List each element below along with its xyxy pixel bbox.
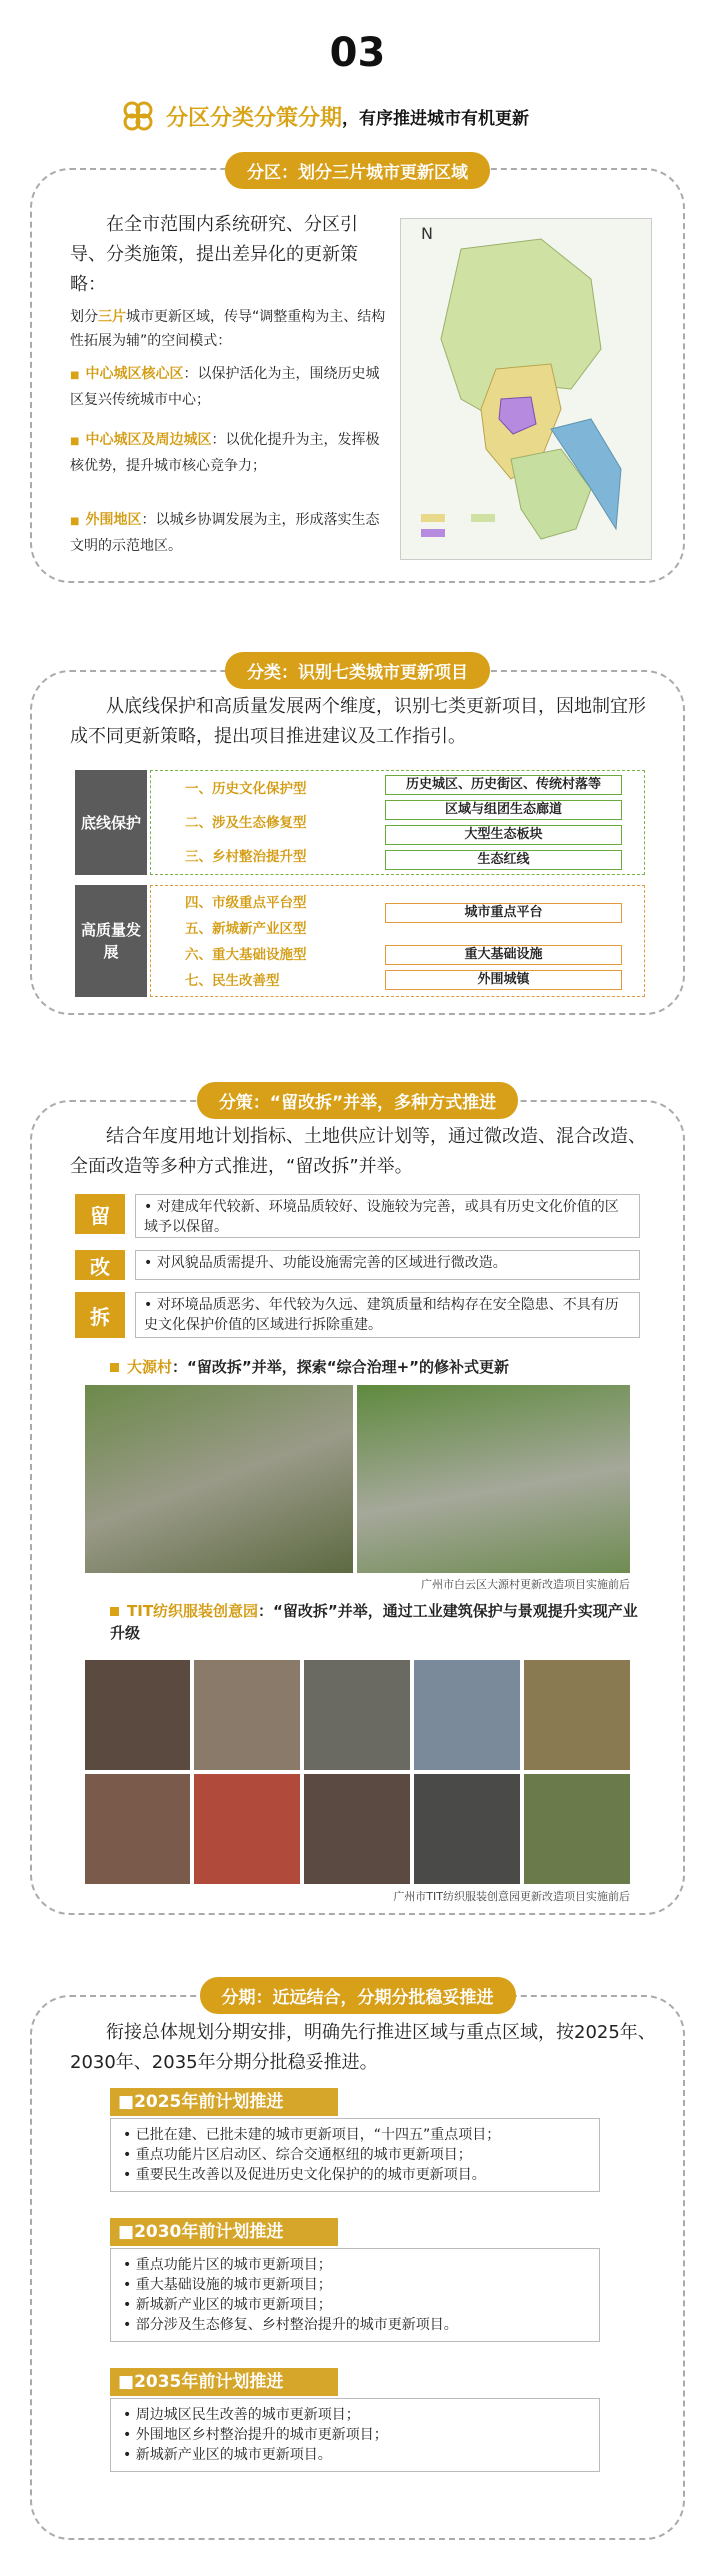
category-tag: 重大基础设施: [385, 945, 622, 965]
zoning-item: ■ 外围地区：以城乡协调发展为主，形成落实生态文明的示范地区。: [70, 512, 380, 554]
category-tag: 大型生态板块: [385, 825, 622, 845]
row-text-retain: • 对建成年代较新、环境品质较好、设施较为完善，或具有历史文化价值的区域予以保留。: [135, 1194, 640, 1238]
zoning-item: ■ 中心城区及周边城区：以优化提升为主，发挥极核优势，提升城市核心竞争力；: [70, 432, 380, 474]
case-tit-photo: [194, 1660, 300, 1770]
case-dayuan-photo-after: [357, 1385, 630, 1573]
phase-2025-list: • 已批在建、已批未建的城市更新项目，“十四五”重点项目； • 重点功能片区启动区、综合交通枢纽的城市更新项目； • 重要民生改善以及促进历史文化保护的的城市更新项目。: [110, 2118, 600, 2192]
bullet-icon: ■: [70, 436, 80, 447]
zoning-item: ■ 中心城区核心区：以保护活化为主，围绕历史城区复兴传统城市中心；: [70, 366, 380, 408]
case-tit-photo: [414, 1774, 520, 1884]
case-dayuan-photo-before: [85, 1385, 353, 1573]
category-item: 五、新城新产业区型: [185, 921, 307, 937]
category-tag: 区域与组团生态廊道: [385, 800, 622, 820]
square-bullet-icon: ■: [118, 2092, 135, 2112]
clover-icon: [120, 98, 156, 134]
case-tit-photo: [304, 1660, 410, 1770]
category-item: 七、民生改善型: [185, 973, 280, 989]
case-tit-heading: TIT纺织服装创意园：“留改拆”并举，通过工业建筑保护与景观提升实现产业升级: [110, 1602, 638, 1642]
category-tag: 城市重点平台: [385, 903, 622, 923]
category-item: 三、乡村整治提升型: [185, 849, 307, 865]
strategy-intro: 结合年度用地计划指标、土地供应计划等，通过微改造、混合改造、全面改造等多种方式推进，“留改拆”并举。: [70, 1126, 646, 1177]
square-bullet-icon: ■: [118, 2372, 135, 2392]
bullet-icon: ■: [70, 516, 80, 527]
case-tit-photo: [414, 1660, 520, 1770]
category-intro: 从底线保护和高质量发展两个维度，识别七类更新项目，因地制宜形成不同更新策略，提出项目推进建议及工作指引。: [70, 696, 646, 747]
case-tit-photo: [85, 1774, 190, 1884]
bullet-icon: ■: [70, 370, 80, 381]
row-label-renovate: 改: [75, 1250, 125, 1280]
row-text-demolish: • 对环境品质恶劣、年代较为久远、建筑质量和结构存在安全隐患、不具有历史文化保护价值的区域进行拆除重建。: [135, 1292, 640, 1338]
section-category-pill: 分类：识别七类城市更新项目: [0, 652, 715, 689]
category-item: 一、历史文化保护型: [185, 781, 307, 797]
section-zoning-pill: 分区：划分三片城市更新区域: [0, 152, 715, 189]
category-tag: 历史城区、历史街区、传统村落等: [385, 775, 622, 795]
phasing-intro: 衔接总体规划分期安排，明确先行推进区域与重点区域，按2025年、2030年、2035年分期分批稳妥推进。: [70, 2022, 656, 2073]
group-quality-label: 高质量发展: [75, 885, 147, 997]
case-tit-caption: 广州市TIT纺织服装创意园更新改造项目实施前后: [393, 1890, 630, 1903]
map-graphic: [401, 219, 651, 559]
row-label-demolish: 拆: [75, 1292, 125, 1338]
headline: [120, 98, 640, 134]
square-bullet-icon: ■: [118, 2222, 135, 2242]
phase-2025-title: ■2025年前计划推进: [110, 2088, 338, 2116]
case-tit-photo: [304, 1774, 410, 1884]
headline-main: 分区分类分策分期: [166, 105, 343, 131]
section-phasing-pill: 分期：近远结合，分期分批稳妥推进: [0, 1977, 715, 2014]
section-number: 03: [329, 30, 386, 76]
category-item: 二、涉及生态修复型: [185, 815, 307, 831]
row-label-retain: 留: [75, 1194, 125, 1234]
section-strategy-pill: 分策：“留改拆”并举，多种方式推进: [0, 1082, 715, 1119]
phase-2030-title: ■2030年前计划推进: [110, 2218, 338, 2246]
square-bullet-icon: [110, 1363, 119, 1372]
case-dayuan-heading: 大源村：“留改拆”并举，探索“综合治理+”的修补式更新: [110, 1356, 650, 1377]
case-dayuan-caption: 广州市白云区大源村更新改造项目实施前后: [421, 1578, 630, 1591]
category-item: 四、市级重点平台型: [185, 895, 307, 911]
case-tit-photo: [524, 1774, 630, 1884]
svg-text:N: N: [421, 224, 433, 243]
category-tag: 生态红线: [385, 850, 622, 870]
phase-2035-title: ■2035年前计划推进: [110, 2368, 338, 2396]
zoning-lead: 划分三片城市更新区域，传导“调整重构为主、结构性拓展为辅”的空间模式：: [70, 309, 386, 349]
category-tag: 外围城镇: [385, 970, 622, 990]
zoning-map: [400, 218, 652, 560]
case-tit-photo: [194, 1774, 300, 1884]
group-baseline-label: 底线保护: [75, 770, 147, 875]
phase-2035-list: • 周边城区民生改善的城市更新项目； • 外围地区乡村整治提升的城市更新项目； • 新城新产业区的城市更新项目。: [110, 2398, 600, 2472]
headline-sub: ，有序推进城市有机更新: [342, 108, 530, 129]
case-tit-photo: [524, 1660, 630, 1770]
row-text-renovate: • 对风貌品质需提升、功能设施需完善的区域进行微改造。: [135, 1250, 640, 1280]
category-item: 六、重大基础设施型: [185, 947, 307, 963]
phase-2030-list: • 重点功能片区的城市更新项目； • 重大基础设施的城市更新项目； • 新城新产业区的城市更新项目； • 部分涉及生态修复、乡村整治提升的城市更新项目。: [110, 2248, 600, 2342]
case-tit-photo: [85, 1660, 190, 1770]
zoning-intro: 在全市范围内系统研究、分区引导、分类施策，提出差异化的更新策略：: [70, 214, 358, 295]
square-bullet-icon: [110, 1607, 119, 1616]
